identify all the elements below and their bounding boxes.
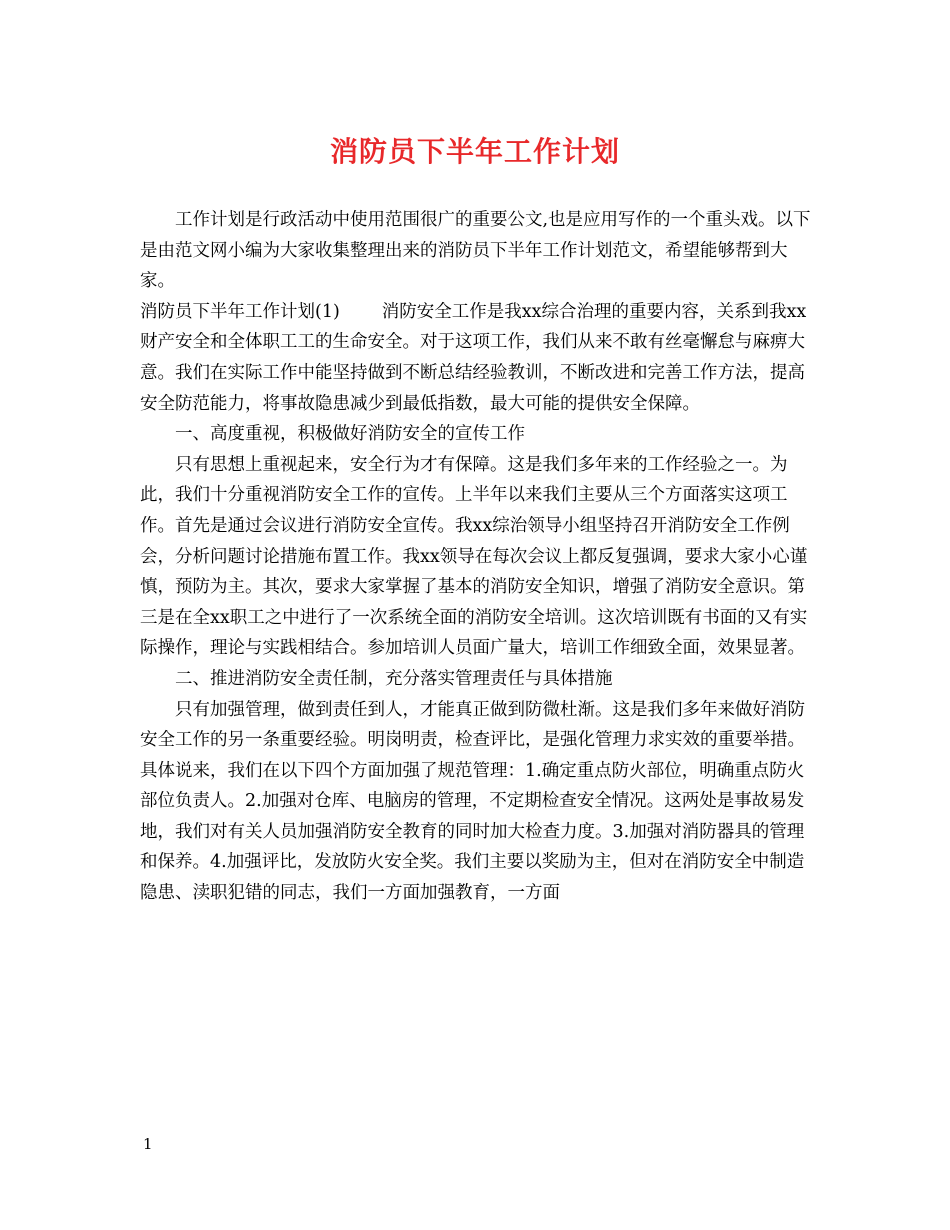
section-heading-1: 一、高度重视，积极做好消防安全的宣传工作 [175,424,525,445]
plan1-text: 消防安全工作是我xx综合治理的重要内容，关系到我xx财产安全和全体职工工的生命安全。对于这项工作，我们从来不敢有丝毫懈怠与麻痹大意。我们在实际工作中能坚持做到不断总结经验教训，不断改进和完善工作方法，提高安全防范能力，将事故隐患减少到最低指数，最大可能的提供安全保障。 [140,301,807,414]
section-paragraph-2: 只有加强管理，做到责任到人，才能真正做到防微杜渐。这是我们多年来做好消防安全工作的另一条重要经验。明岗明责，检查评比，是强化管理力求实效的重要举措。具体说来，我们在以下四个方面加强了规范管理：1.确定重点防火部位，明确重点防火部位负责人。2.加强对仓库、电脑房的管理，不定期检查安全情况。这两处是事故易发地，我们对有关人员加强消防安全教育的同时加大检查力度。3.加强对消防器具的管理和保养。4.加强评比，发放防火安全奖。我们主要以奖励为主，但对在消防安全中制造隐患、渎职犯错的同志，我们一方面加强教育，一方面 [140,699,805,904]
plan1-label: 消防员下半年工作计划(1) [140,301,340,322]
plan1-paragraph [140,297,820,419]
document-body [140,205,820,909]
intro-paragraph: 工作计划是行政活动中使用范围很广的重要公文,也是应用写作的一个重头戏。以下是由范文网小编为大家收集整理出来的消防员下半年工作计划范文，希望能够帮到大家。 [140,210,811,292]
document-title: 消防员下半年工作计划 [329,135,620,168]
section-paragraph-1: 只有思想上重视起来，安全行为才有保障。这是我们多年来的工作经验之一。为此，我们十分重视消防安全工作的宣传。上半年以来我们主要从三个方面落实这项工作。首先是通过会议进行消防安全宣传。我xx综治领导小组坚持召开消防安全工作例会，分析问题讨论措施布置工作。我xx领导在每次会议上都反复强调，要求大家小心谨慎，预防为主。其次，要求大家掌握了基本的消防安全知识，增强了消防安全意识。第三是在全xx职工之中进行了一次系统全面的消防安全培训。这次培训既有书面的又有实际操作，理论与实践相结合。参加培训人员面广量大，培训工作细致全面，效果显著。 [140,454,808,659]
page-number: 1 [143,1135,153,1153]
section-heading-2: 二、推进消防安全责任制，充分落实管理责任与具体措施 [175,668,613,689]
